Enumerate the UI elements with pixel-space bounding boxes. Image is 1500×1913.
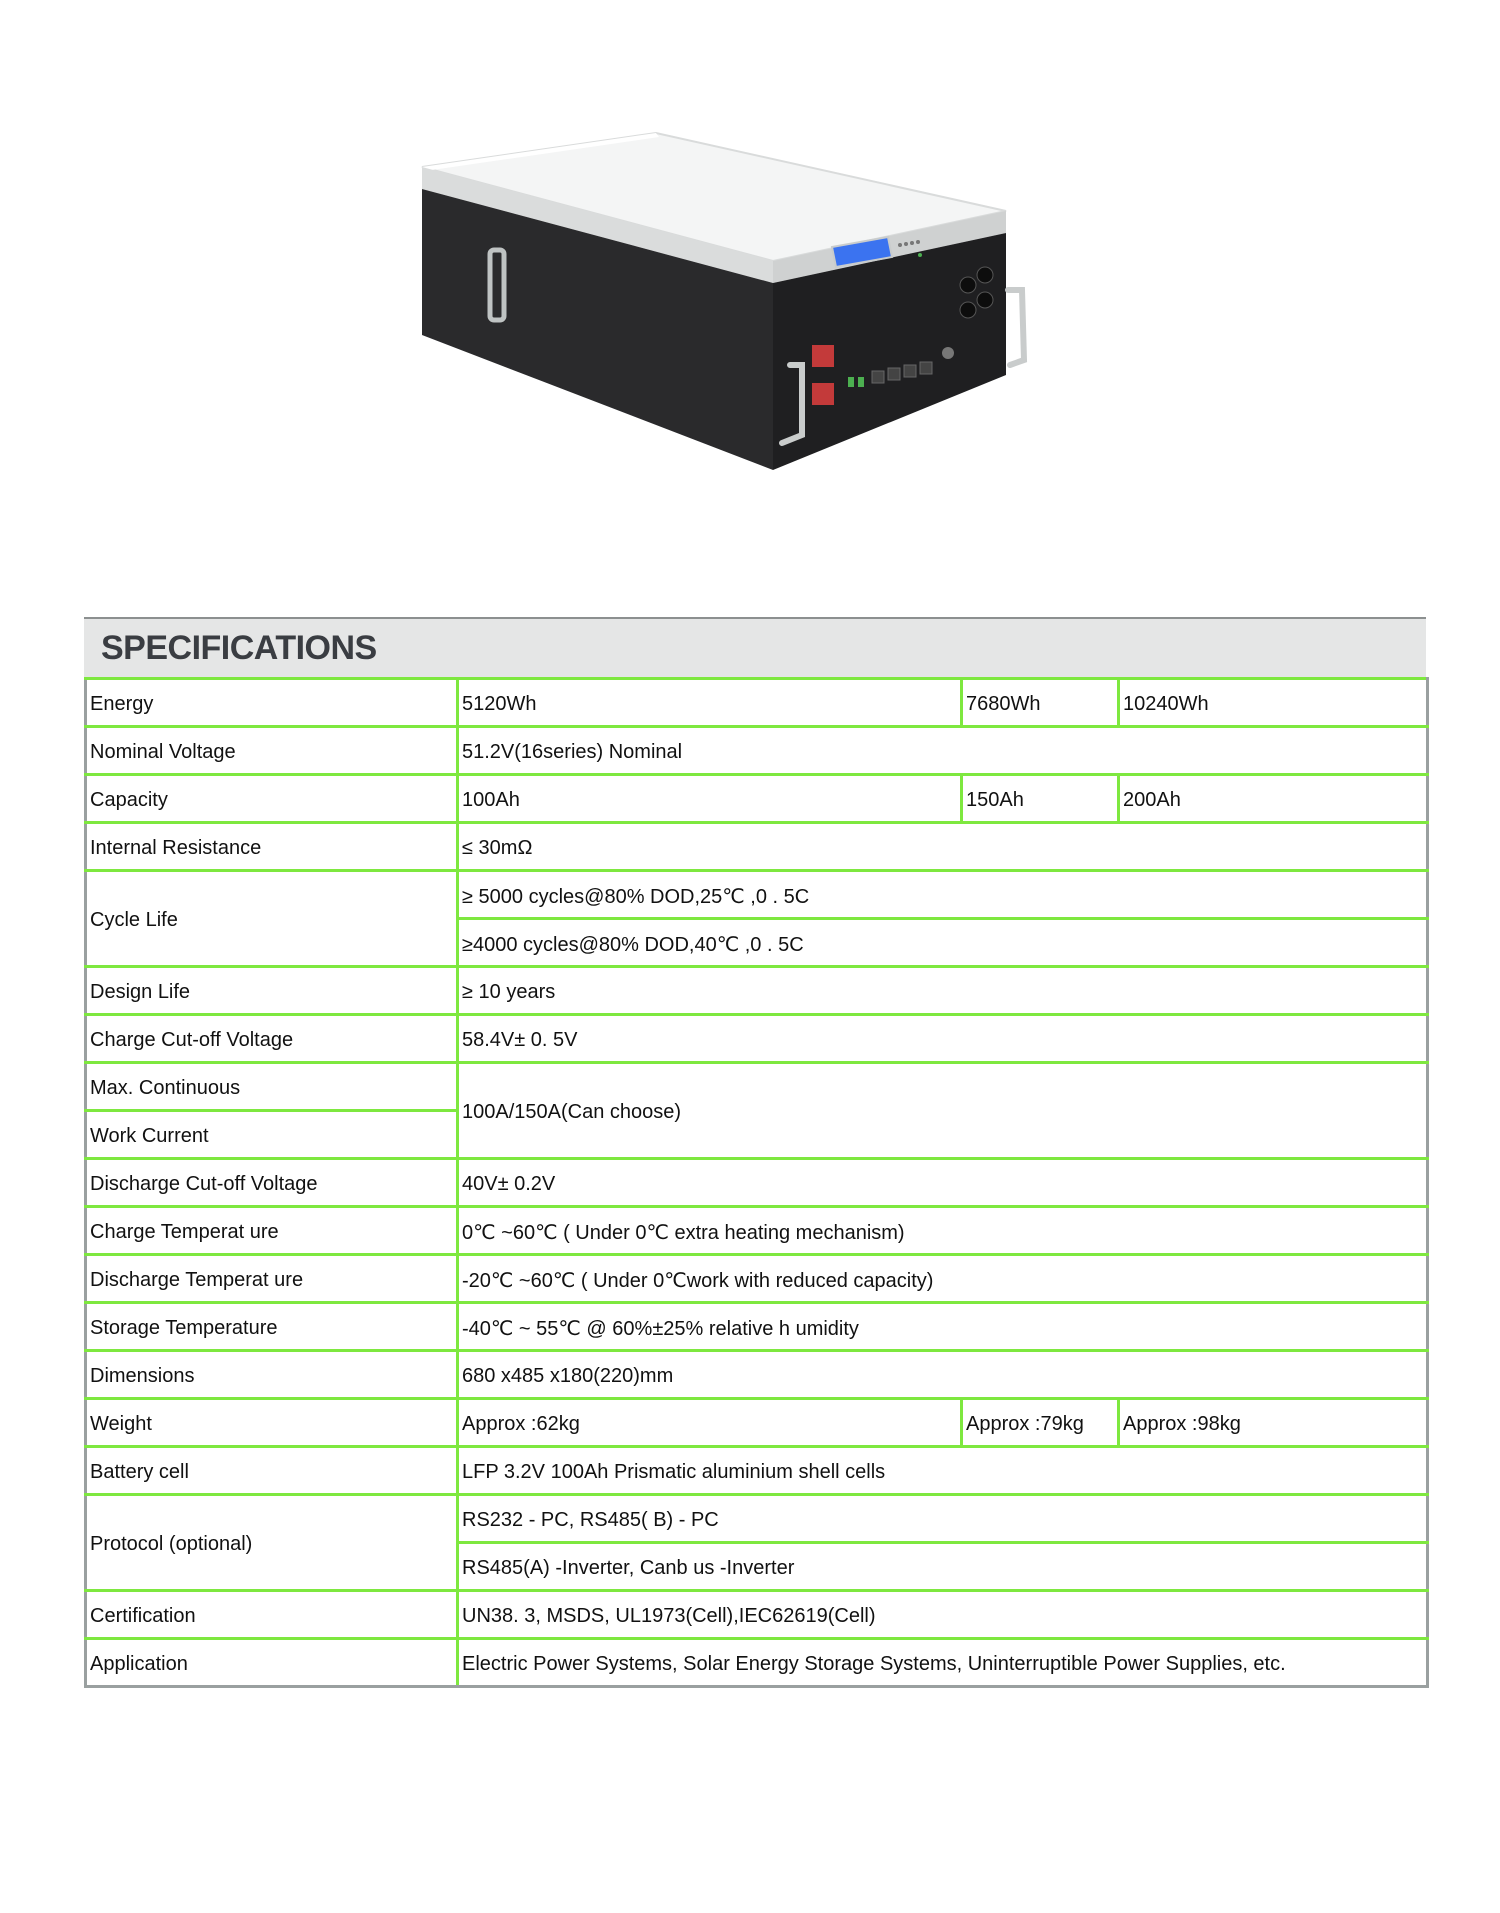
row-label: Charge Cut-off Voltage xyxy=(86,1015,458,1063)
row-value: RS232 - PC, RS485( B) - PC xyxy=(458,1495,1428,1543)
section-title: SPECIFICATIONS xyxy=(101,629,377,667)
table-row xyxy=(86,1255,1428,1303)
row-value: -20℃ ~60℃ ( Under 0℃work with reduced capacity) xyxy=(458,1255,1428,1303)
table-row xyxy=(86,823,1428,871)
row-value: 58.4V± 0. 5V xyxy=(458,1015,1428,1063)
table-row xyxy=(86,679,1428,727)
row-value: 0℃ ~60℃ ( Under 0℃ extra heating mechanism) xyxy=(458,1207,1428,1255)
row-label: Storage Temperature xyxy=(86,1303,458,1351)
table-row xyxy=(86,1207,1428,1255)
row-label: Work Current xyxy=(86,1111,458,1159)
table-row xyxy=(86,1399,1428,1447)
row-value: 10240Wh xyxy=(1119,679,1428,727)
row-value: ≥ 5000 cycles@80% DOD,25℃ ,0 . 5C xyxy=(458,871,1428,919)
row-value: 100A/150A(Can choose) xyxy=(458,1063,1428,1159)
row-value: ≥4000 cycles@80% DOD,40℃ ,0 . 5C xyxy=(458,919,1428,967)
table-row xyxy=(86,775,1428,823)
row-label: Application xyxy=(86,1639,458,1687)
row-value: RS485(A) -Inverter, Canb us -Inverter xyxy=(458,1543,1428,1591)
row-label: Discharge Temperat ure xyxy=(86,1255,458,1303)
table-row xyxy=(86,1639,1428,1687)
row-label: Discharge Cut-off Voltage xyxy=(86,1159,458,1207)
row-value: Approx :98kg xyxy=(1119,1399,1428,1447)
row-label: Protocol (optional) xyxy=(86,1495,458,1591)
row-label: Dimensions xyxy=(86,1351,458,1399)
row-label: Energy xyxy=(86,679,458,727)
battery-product-image xyxy=(410,125,1040,475)
table-row xyxy=(86,967,1428,1015)
table-row xyxy=(86,1063,1428,1111)
specifications-table xyxy=(84,677,1429,1688)
row-label: Weight xyxy=(86,1399,458,1447)
table-row xyxy=(86,1015,1428,1063)
row-value: 5120Wh xyxy=(458,679,962,727)
row-label: Design Life xyxy=(86,967,458,1015)
row-label: Nominal Voltage xyxy=(86,727,458,775)
table-row xyxy=(86,1351,1428,1399)
row-value: 680 x485 x180(220)mm xyxy=(458,1351,1428,1399)
row-value: 200Ah xyxy=(1119,775,1428,823)
row-label: Capacity xyxy=(86,775,458,823)
table-row xyxy=(86,1447,1428,1495)
table-row xyxy=(86,1303,1428,1351)
table-row xyxy=(86,871,1428,919)
table-row xyxy=(86,1495,1428,1543)
row-value: Approx :62kg xyxy=(458,1399,962,1447)
row-label: Battery cell xyxy=(86,1447,458,1495)
row-value: Approx :79kg xyxy=(962,1399,1119,1447)
row-label: Cycle Life xyxy=(86,871,458,967)
table-row xyxy=(86,1159,1428,1207)
row-value: 100Ah xyxy=(458,775,962,823)
row-label: Internal Resistance xyxy=(86,823,458,871)
row-label: Certification xyxy=(86,1591,458,1639)
specifications-header xyxy=(84,617,1426,677)
row-value: ≤ 30mΩ xyxy=(458,823,1428,871)
row-value: UN38. 3, MSDS, UL1973(Cell),IEC62619(Cell) xyxy=(458,1591,1428,1639)
table-row xyxy=(86,1591,1428,1639)
row-value: LFP 3.2V 100Ah Prismatic aluminium shell cells xyxy=(458,1447,1428,1495)
row-value: 40V± 0.2V xyxy=(458,1159,1428,1207)
specifications-section xyxy=(84,617,1426,1688)
row-value: -40℃ ~ 55℃ @ 60%±25% relative h umidity xyxy=(458,1303,1428,1351)
table-row xyxy=(86,727,1428,775)
row-label: Charge Temperat ure xyxy=(86,1207,458,1255)
row-value: 51.2V(16series) Nominal xyxy=(458,727,1428,775)
row-value: ≥ 10 years xyxy=(458,967,1428,1015)
row-value: 150Ah xyxy=(962,775,1119,823)
row-label: Max. Continuous xyxy=(86,1063,458,1111)
row-value: Electric Power Systems, Solar Energy Storage Systems, Uninterruptible Power Supplies, etc. xyxy=(458,1639,1428,1687)
row-value: 7680Wh xyxy=(962,679,1119,727)
